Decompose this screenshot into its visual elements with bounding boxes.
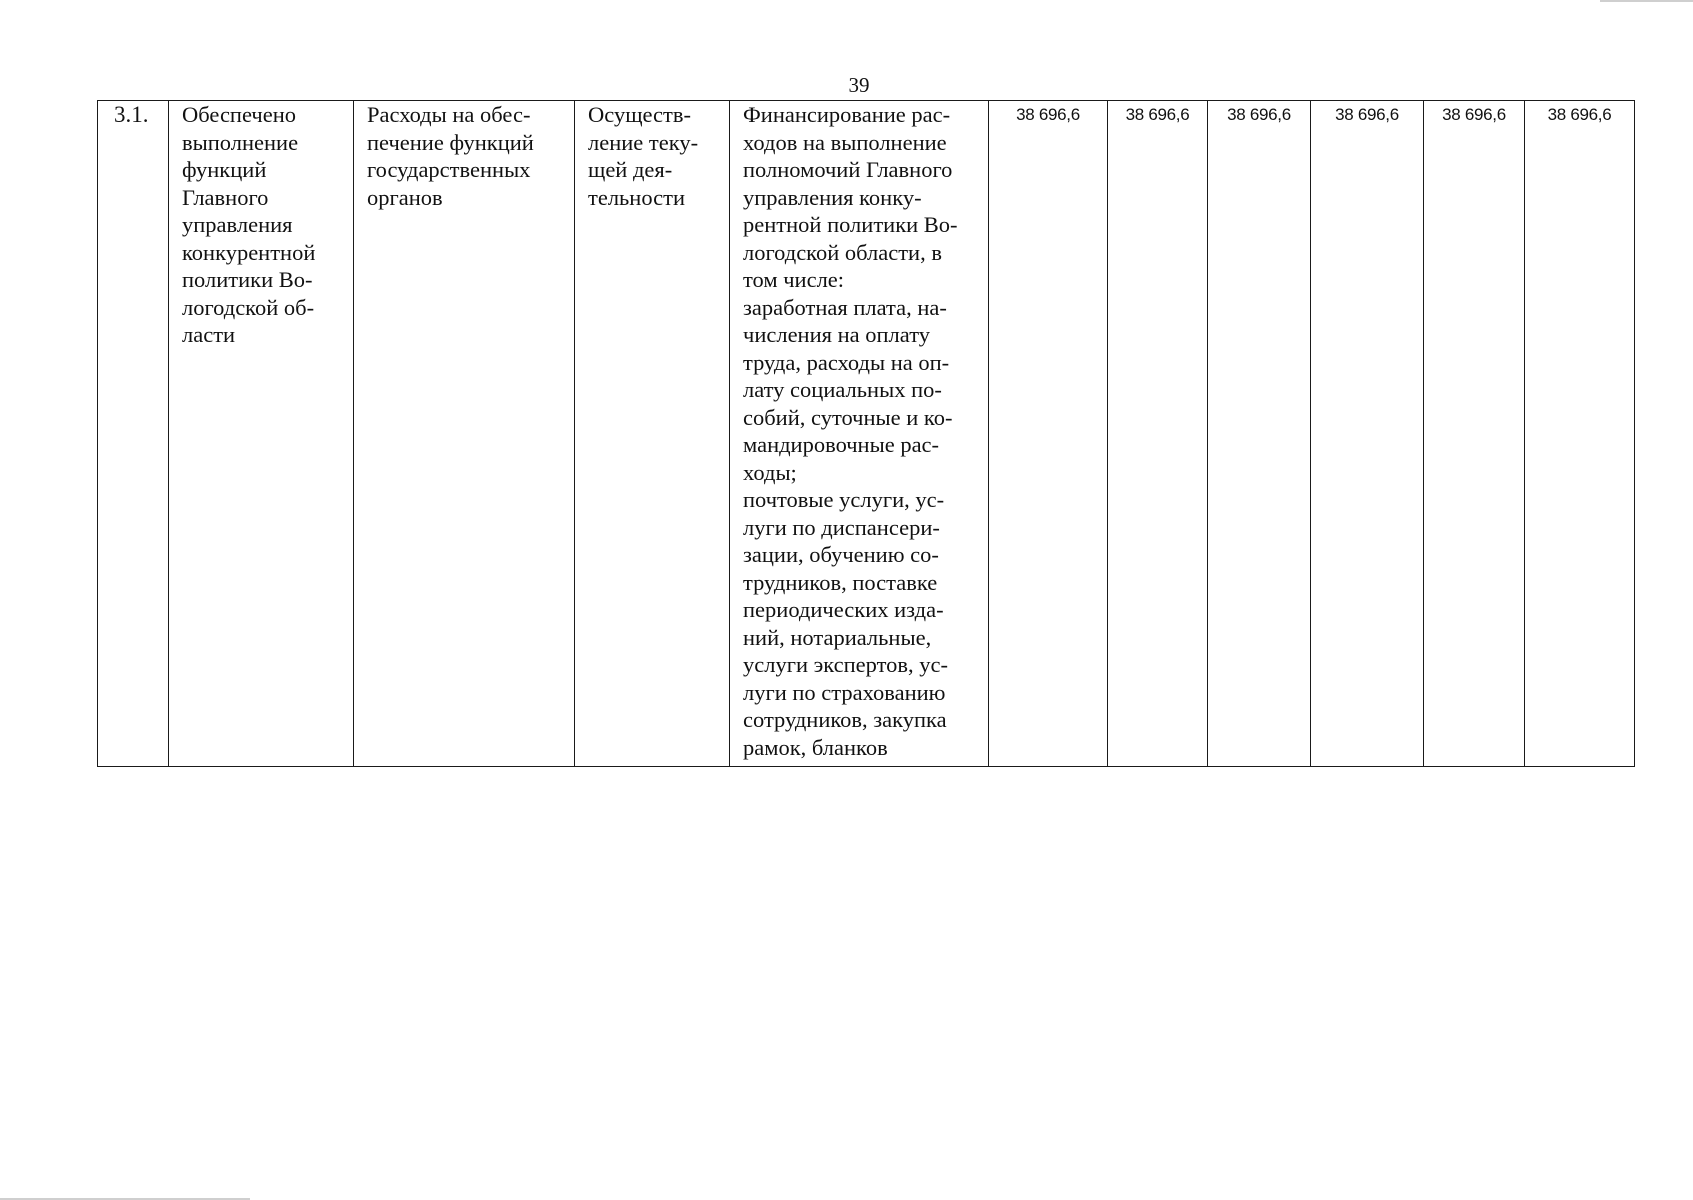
value-1: 38 696,6: [1016, 105, 1080, 124]
value-cell: [1108, 101, 1208, 767]
result-cell: [169, 101, 354, 767]
description-text: Финансирование рас- ходов на выполнение полномочий Главного управления конку- рентной политики Во- логодской области, в том числе: заработная плата, на- числения на оплату труда, расходы на оп- лату социальных по- собий, суточные и ко- мандировочные рас- ходы; почтовые услуги, ус- луги по диспансери- зации, обучению со- трудников, поставке периодических изда- ний, нотариальные, услуги экспертов, ус- луги по страхованию сотрудников, закупка рамок, бланков: [743, 102, 958, 760]
direction-text: Расходы на обес- печение функций государственных органов: [367, 102, 534, 210]
value-6: 38 696,6: [1547, 105, 1612, 124]
direction-cell: [354, 101, 575, 767]
description-cell: [730, 101, 989, 767]
value-cell: [1525, 101, 1635, 767]
scan-edge-top-right: [1600, 0, 1693, 2]
value-5: 38 696,6: [1442, 105, 1506, 124]
value-cell: [1208, 101, 1311, 767]
table-row: [98, 101, 1635, 767]
value-3: 38 696,6: [1227, 105, 1291, 124]
value-cell: [1424, 101, 1525, 767]
page-number: 39: [848, 73, 870, 97]
value-4: 38 696,6: [1335, 105, 1399, 124]
value-cell: [1311, 101, 1424, 767]
value-2: 38 696,6: [1125, 105, 1190, 124]
row-index: 3.1.: [114, 102, 149, 127]
row-index-cell: [98, 101, 169, 767]
activity-text: Осуществ- ление теку- щей дея- тельности: [588, 102, 699, 210]
expenditure-table: [97, 100, 1635, 767]
value-cell: [989, 101, 1108, 767]
activity-cell: [575, 101, 730, 767]
result-text: Обеспечено выполнение функций Главного управления конкурентной политики Во- логодской об- ласти: [182, 102, 316, 347]
